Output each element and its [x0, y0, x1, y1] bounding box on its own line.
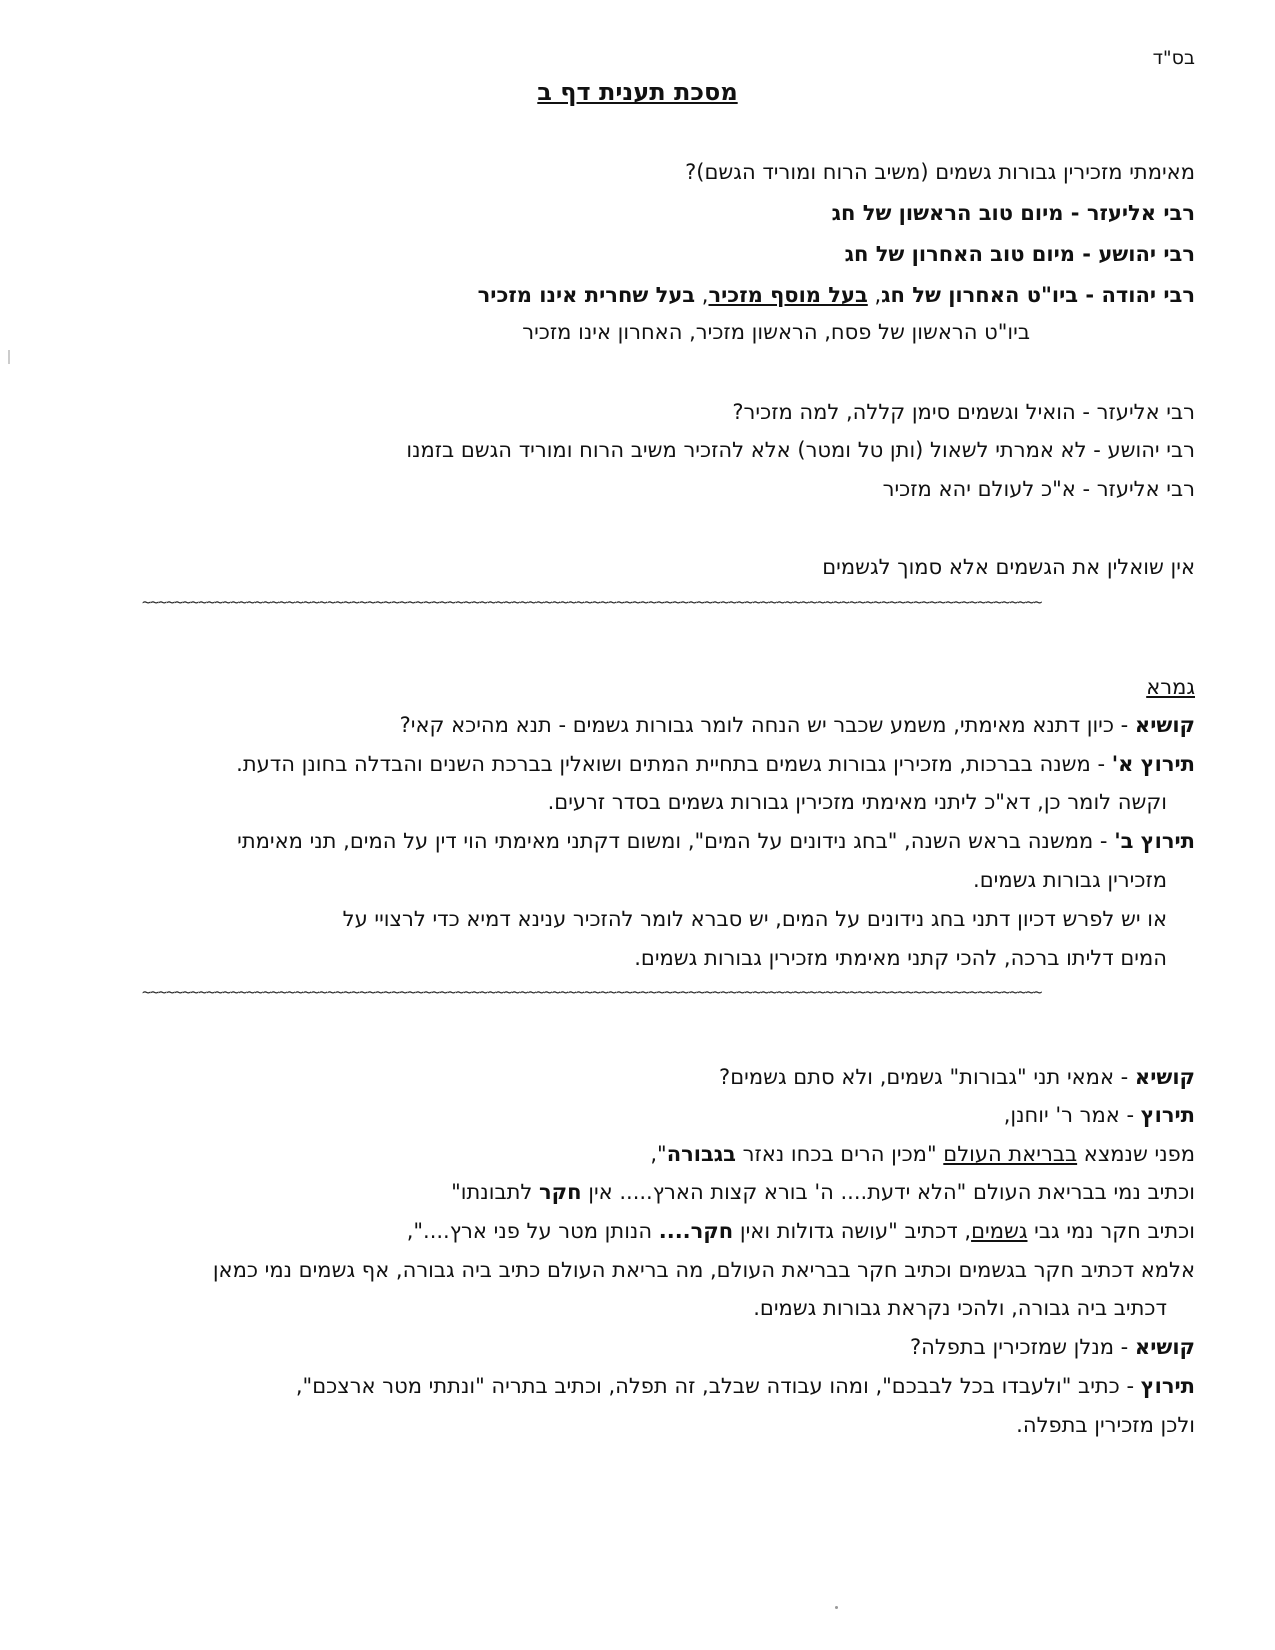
section3-line-3: מפני שנמצא בבריאת העולם "מכין הרים בכחו נאזר בגבורה", — [650, 1142, 1195, 1166]
section3-line-4: וכתיב נמי בבריאת העולם "הלא ידעת.... ה' בורא קצות הארץ..... אין חקר לתבונתו" — [451, 1180, 1195, 1204]
section3-line-6: אלמא דכתיב חקר בגשמים וכתיב חקר בבריאת העולם, מה בריאת העולם כתיב ביה גבורה, אף גשמים נמי כמאן — [212, 1258, 1195, 1282]
section3-line-10: ולכן מזכירין בתפלה. — [1016, 1413, 1195, 1437]
mishna-opinion-1: רבי אליעזר - מיום טוב הראשון של חג — [831, 201, 1195, 225]
page-title: מסכת תענית דף ב — [537, 78, 738, 106]
scan-mark — [8, 350, 10, 364]
section3-line-5: וכתיב חקר נמי גבי גשמים, דכתיב "עושה גדולות ואין חקר.... הנותן מטר על פני ארץ....", — [406, 1219, 1195, 1243]
mishna-opinion-3-cont: ביו"ט הראשון של פסח, הראשון מזכיר, האחרון אינו מזכיר — [522, 320, 1030, 344]
mishna-last-line: אין שואלין את הגשמים אלא סמוך לגשמים — [822, 555, 1195, 579]
gemara-heading: גמרא — [1146, 675, 1195, 699]
mishna-opinion-2: רבי יהושע - מיום טוב האחרון של חג — [844, 242, 1195, 266]
gemara-kushya-1: קושיא - כיון דתנא מאימתי, משמע שכבר יש הנחה לומר גבורות גשמים - תנא מהיכא קאי? — [399, 713, 1195, 737]
stray-dot — [835, 1606, 838, 1609]
section3-terutz: תירוץ - אמר ר' יוחנן, — [1003, 1103, 1195, 1127]
gemara-terutz-a: תירוץ א' - משנה בברכות, מזכירין גבורות גשמים בתחיית המתים ושואלין בברכת השנים והבדלה בחונן הדעת. — [236, 752, 1195, 776]
mishna-opinion-3: רבי יהודה - ביו"ט האחרון של חג, בעל מוסף מזכיר, בעל שחרית אינו מזכיר — [477, 283, 1195, 307]
section3-terutz-2: תירוץ - כתיב "ולעבדו בכל לבבכם", ומהו עבודה שבלב, זה תפלה, וכתיב בתריה "ונתתי מטר ארצכם", — [295, 1374, 1195, 1398]
dispute-line-2: רבי יהושע - לא אמרתי לשאול (ותן טל ומטר) אלא להזכיר משיב הרוח ומוריד הגשם בזמנו — [406, 438, 1195, 462]
section3-kushya-2: קושיא - מנלן שמזכירין בתפלה? — [909, 1335, 1195, 1359]
section3-line-7: דכתיב ביה גבורה, ולהכי נקראת גבורות גשמים. — [753, 1296, 1167, 1320]
dispute-line-3: רבי אליעזר - א"כ לעולם יהא מזכיר — [882, 477, 1195, 501]
separator-2: ~~~~~~~~~~~~~~~~~~~~~~~~~~~~~~~~~~~~~~~~~~~~~~~~~~~~~~~~~~~~~~~~~~~~~~~~~~~~~~~~~~~~~~~~~~~~~~~~~~~~~~~~~~~~~~~~ — [142, 983, 1042, 1001]
dispute-line-1: רבי אליעזר - הואיל וגשמים סימן קללה, למה מזכיר? — [732, 400, 1195, 424]
gemara-terutz-b-alt-cont: המים דליתו ברכה, להכי קתני מאימתי מזכירין גבורות גשמים. — [634, 946, 1167, 970]
gemara-terutz-a-cont: וקשה לומר כן, דא"כ ליתני מאימתי מזכירין גבורות גשמים בסדר זרעים. — [547, 790, 1167, 814]
gemara-terutz-b: תירוץ ב' - ממשנה בראש השנה, "בחג נידונים על המים", ומשום דקתני מאימתי הוי דין על המים, תני מאימתי — [237, 829, 1195, 853]
gemara-terutz-b-alt: או יש לפרש דכיון דתני בחג נידונים על המים, יש סברא לומר להזכיר ענינא דמיא כדי לרצויי על — [342, 907, 1167, 931]
bsd-mark: בס"ד — [1152, 47, 1195, 69]
separator-1: ~~~~~~~~~~~~~~~~~~~~~~~~~~~~~~~~~~~~~~~~~~~~~~~~~~~~~~~~~~~~~~~~~~~~~~~~~~~~~~~~~~~~~~~~~~~~~~~~~~~~~~~~~~~~~~~~ — [142, 593, 1042, 611]
mishna-question: מאימתי מזכירין גבורות גשמים (משיב הרוח ומוריד הגשם)? — [685, 160, 1195, 184]
section3-kushya: קושיא - אמאי תני "גבורות" גשמים, ולא סתם גשמים? — [719, 1065, 1195, 1089]
gemara-terutz-b-cont: מזכירין גבורות גשמים. — [973, 868, 1167, 892]
